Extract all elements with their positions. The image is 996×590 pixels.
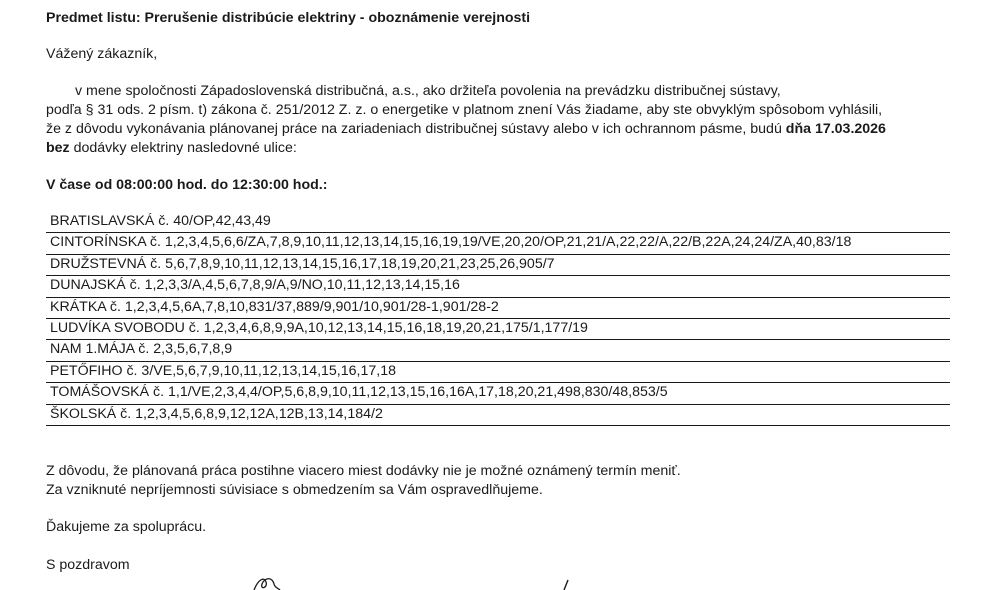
letter-greeting: Vážený zákazník,: [46, 46, 158, 62]
body-line-4: [46, 140, 297, 156]
street-row: LUDVÍKA SVOBODU č. 1,2,3,4,6,8,9,9A,10,12,13,14,15,16,18,19,20,21,175/1,177/19: [46, 319, 950, 340]
body-line-3: [46, 121, 886, 137]
street-row: ŠKOLSKÁ č. 1,2,3,4,5,6,8,9,12,12A,12B,13,14,184/2: [46, 405, 950, 426]
street-row: CINTORÍNSKA č. 1,2,3,4,5,6,6/ZA,7,8,9,10,11,12,13,14,15,16,19,19/VE,20,20/OP,21,21/A,22,22/A,22/B,22A,24,24/ZA,40,83/18: [46, 233, 950, 254]
street-row: PETŐFIHO č. 3/VE,5,6,7,9,10,11,12,13,14,15,16,17,18: [46, 362, 950, 383]
street-row: BRATISLAVSKÁ č. 40/OP,42,43,49: [46, 212, 950, 233]
street-row: DRUŽSTEVNÁ č. 5,6,7,8,9,10,11,12,13,14,15,16,17,18,19,20,21,23,25,26,905/7: [46, 255, 950, 276]
body-line-3-text: že z dôvodu vykonávania plánovanej práce na zariadeniach distribučnej sústavy alebo v ich ochrannom pásme, budú: [46, 121, 786, 137]
body-line-2: podľa § 31 ods. 2 písm. t) zákona č. 251/2012 Z. z. o energetike v platnom znení Vás žiadame, aby ste obvyklým spôsobom vyhlásili,: [46, 102, 883, 118]
outage-time-range: V čase od 08:00:00 hod. do 12:30:00 hod.:: [46, 177, 328, 193]
letter-subject: Predmet listu: Prerušenie distribúcie elektriny - oboznámenie verejnosti: [46, 10, 531, 26]
street-row: KRÁTKA č. 1,2,3,4,5,6A,7,8,10,831/37,889/9,901/10,901/28-1,901/28-2: [46, 298, 950, 319]
body-line-1: v mene spoločnosti Západoslovenská distribučná, a.s., ako držiteľa povolenia na prevádzku distribučnej sústavy,: [75, 83, 781, 99]
signature-mark: [246, 572, 586, 590]
regards-line: S pozdravom: [46, 557, 130, 573]
body-line-4-text: dodávky elektriny nasledovné ulice:: [69, 140, 297, 156]
without-word: bez: [46, 140, 70, 156]
thanks-line: Ďakujeme za spoluprácu.: [46, 519, 207, 535]
street-row: DUNAJSKÁ č. 1,2,3,3/A,4,5,6,7,8,9/A,9/NO,10,11,12,13,14,15,16: [46, 276, 950, 297]
closing-line-1: Z dôvodu, že plánovaná práca postihne viacero miest dodávky nie je možné oznámený termín meniť.: [46, 463, 681, 479]
street-row: NAM 1.MÁJA č. 2,3,5,6,7,8,9: [46, 340, 950, 361]
streets-table: [46, 212, 950, 426]
closing-line-2: Za vzniknuté nepríjemnosti súvisiace s obmedzením sa Vám ospravedlňujeme.: [46, 482, 543, 498]
outage-date: dňa 17.03.2026: [785, 121, 886, 137]
street-row: TOMÁŠOVSKÁ č. 1,1/VE,2,3,4,4/OP,5,6,8,9,10,11,12,13,15,16,16A,17,18,20,21,498,830/48,853/5: [46, 383, 950, 404]
